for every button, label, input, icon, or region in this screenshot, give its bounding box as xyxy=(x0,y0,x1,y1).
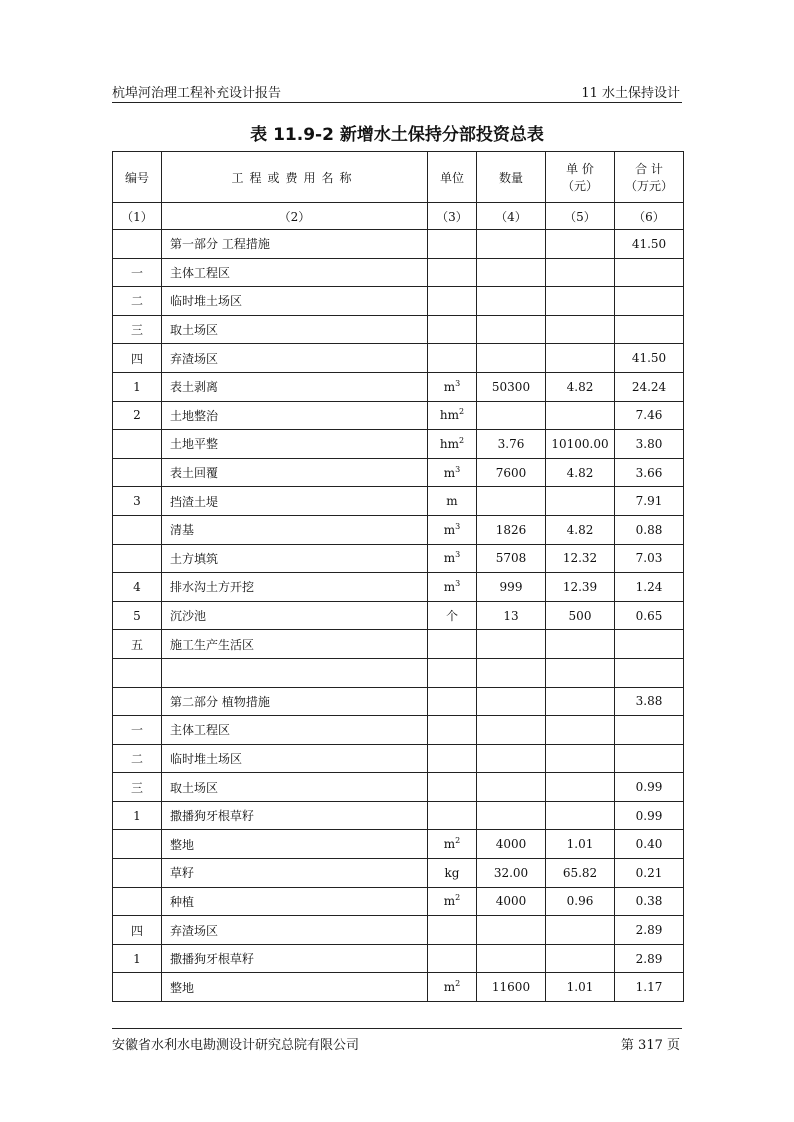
page-header xyxy=(112,80,682,103)
unit-text: m xyxy=(443,465,456,480)
index-cell: （2） xyxy=(162,203,428,230)
unit-text: m xyxy=(443,551,456,566)
row-no xyxy=(113,544,162,573)
row-unit xyxy=(428,744,477,773)
row-unit xyxy=(428,601,477,630)
table-row xyxy=(113,544,684,573)
row-name: 整地 xyxy=(162,830,428,859)
unit-text: hm xyxy=(439,436,459,451)
table-row xyxy=(113,716,684,745)
row-unit-price xyxy=(546,344,615,373)
table-row xyxy=(113,973,684,1002)
row-no xyxy=(113,230,162,259)
row-unit xyxy=(428,544,477,573)
unit-superscript: 2 xyxy=(459,407,465,417)
unit-text: m xyxy=(443,894,456,909)
row-no xyxy=(113,430,162,459)
index-cell: （6） xyxy=(615,203,684,230)
row-name: 撒播狗牙根草籽 xyxy=(162,801,428,830)
row-name: 临时堆土场区 xyxy=(162,287,428,316)
table-row xyxy=(113,315,684,344)
table-row xyxy=(113,601,684,630)
row-name: 主体工程区 xyxy=(162,716,428,745)
row-quantity xyxy=(477,687,546,716)
row-quantity xyxy=(477,658,546,687)
row-unit-price: 4.82 xyxy=(546,458,615,487)
row-unit-price xyxy=(546,916,615,945)
unit-text: m xyxy=(443,579,456,594)
row-name: 草籽 xyxy=(162,859,428,888)
row-total: 1.24 xyxy=(615,573,684,602)
row-quantity xyxy=(477,801,546,830)
unit-superscript: 2 xyxy=(455,979,461,989)
row-name: 第二部分 植物措施 xyxy=(162,687,428,716)
row-quantity: 11600 xyxy=(477,973,546,1002)
table-row xyxy=(113,773,684,802)
unit-superscript: 3 xyxy=(455,578,461,588)
row-quantity xyxy=(477,944,546,973)
row-unit-price xyxy=(546,687,615,716)
table-row xyxy=(113,344,684,373)
row-no: 三 xyxy=(113,773,162,802)
row-name: 主体工程区 xyxy=(162,258,428,287)
unit-text: m xyxy=(446,494,458,509)
row-quantity: 999 xyxy=(477,573,546,602)
row-unit-price xyxy=(546,258,615,287)
row-no: 四 xyxy=(113,916,162,945)
row-quantity xyxy=(477,258,546,287)
row-unit xyxy=(428,658,477,687)
table-row xyxy=(113,515,684,544)
table-body xyxy=(113,230,684,1002)
page-footer xyxy=(112,1028,682,1051)
index-cell: （3） xyxy=(428,203,477,230)
table-row xyxy=(113,372,684,401)
row-name: 土方填筑 xyxy=(162,544,428,573)
table-row xyxy=(113,287,684,316)
table-title: 表 11.9-2 新增水土保持分部投资总表 xyxy=(250,125,544,145)
row-quantity: 13 xyxy=(477,601,546,630)
row-no xyxy=(113,515,162,544)
row-total xyxy=(615,658,684,687)
row-unit-price: 10100.00 xyxy=(546,430,615,459)
row-total xyxy=(615,315,684,344)
row-total: 0.38 xyxy=(615,887,684,916)
row-no: 3 xyxy=(113,487,162,516)
table-row xyxy=(113,487,684,516)
row-unit-price xyxy=(546,287,615,316)
row-no xyxy=(113,830,162,859)
row-total: 1.17 xyxy=(615,973,684,1002)
row-no: 5 xyxy=(113,601,162,630)
table-row xyxy=(113,687,684,716)
row-unit xyxy=(428,773,477,802)
row-unit xyxy=(428,401,477,430)
row-quantity: 3.76 xyxy=(477,430,546,459)
unit-superscript: 2 xyxy=(459,435,465,445)
table-row xyxy=(113,830,684,859)
row-unit-price xyxy=(546,487,615,516)
row-total: 41.50 xyxy=(615,230,684,259)
row-name: 弃渣场区 xyxy=(162,344,428,373)
table-row xyxy=(113,658,684,687)
row-no: 1 xyxy=(113,944,162,973)
row-quantity: 50300 xyxy=(477,372,546,401)
table-row xyxy=(113,401,684,430)
row-unit xyxy=(428,487,477,516)
row-unit-price xyxy=(546,944,615,973)
row-unit xyxy=(428,801,477,830)
row-name: 施工生产生活区 xyxy=(162,630,428,659)
row-total: 2.89 xyxy=(615,916,684,945)
row-unit xyxy=(428,973,477,1002)
row-name xyxy=(162,658,428,687)
row-quantity xyxy=(477,287,546,316)
unit-superscript: 3 xyxy=(455,464,461,474)
footer-company: 安徽省水利水电勘测设计研究总院有限公司 xyxy=(112,1038,360,1053)
header-report-title: 杭埠河治理工程补充设计报告 xyxy=(112,86,282,101)
row-quantity xyxy=(477,315,546,344)
unit-text: hm xyxy=(439,408,459,423)
investment-table xyxy=(112,151,684,1002)
row-unit-price: 4.82 xyxy=(546,372,615,401)
row-unit xyxy=(428,287,477,316)
row-no: 三 xyxy=(113,315,162,344)
row-unit xyxy=(428,944,477,973)
table-row xyxy=(113,430,684,459)
row-quantity: 7600 xyxy=(477,458,546,487)
row-name: 整地 xyxy=(162,973,428,1002)
row-unit-price: 1.01 xyxy=(546,973,615,1002)
row-name: 弃渣场区 xyxy=(162,916,428,945)
unit-text: kg xyxy=(444,865,460,880)
row-quantity xyxy=(477,401,546,430)
row-no xyxy=(113,687,162,716)
table-index-row xyxy=(113,203,684,230)
header-name: 工程或费用名称 xyxy=(162,152,428,203)
table-row xyxy=(113,859,684,888)
unit-text: m xyxy=(443,379,456,394)
row-name: 表土剥离 xyxy=(162,372,428,401)
table-header-row xyxy=(113,152,684,203)
row-unit-price xyxy=(546,658,615,687)
unit-superscript: 2 xyxy=(455,836,461,846)
row-name: 取土场区 xyxy=(162,773,428,802)
row-quantity xyxy=(477,916,546,945)
table-row xyxy=(113,801,684,830)
row-name: 挡渣土堤 xyxy=(162,487,428,516)
row-quantity: 32.00 xyxy=(477,859,546,888)
row-total: 0.40 xyxy=(615,830,684,859)
row-total: 7.46 xyxy=(615,401,684,430)
row-total: 0.99 xyxy=(615,773,684,802)
row-unit xyxy=(428,458,477,487)
row-unit xyxy=(428,859,477,888)
row-quantity xyxy=(477,716,546,745)
row-total: 0.21 xyxy=(615,859,684,888)
row-total: 3.66 xyxy=(615,458,684,487)
row-quantity: 4000 xyxy=(477,830,546,859)
row-total xyxy=(615,258,684,287)
row-unit xyxy=(428,916,477,945)
row-total xyxy=(615,630,684,659)
row-unit xyxy=(428,230,477,259)
table-row xyxy=(113,230,684,259)
row-quantity xyxy=(477,230,546,259)
table-row xyxy=(113,458,684,487)
unit-text: m xyxy=(443,980,456,995)
unit-superscript: 3 xyxy=(455,550,461,560)
row-unit xyxy=(428,573,477,602)
table-row xyxy=(113,744,684,773)
row-name: 撒播狗牙根草籽 xyxy=(162,944,428,973)
row-total: 2.89 xyxy=(615,944,684,973)
row-no: 1 xyxy=(113,801,162,830)
row-total: 7.03 xyxy=(615,544,684,573)
row-unit xyxy=(428,716,477,745)
header-no: 编号 xyxy=(113,152,162,203)
row-total: 0.88 xyxy=(615,515,684,544)
row-no xyxy=(113,458,162,487)
row-no: 4 xyxy=(113,573,162,602)
table-row xyxy=(113,258,684,287)
row-name: 临时堆土场区 xyxy=(162,744,428,773)
unit-superscript: 3 xyxy=(455,378,461,388)
row-total: 24.24 xyxy=(615,372,684,401)
row-unit-price xyxy=(546,630,615,659)
row-no: 2 xyxy=(113,401,162,430)
row-unit-price: 12.32 xyxy=(546,544,615,573)
row-unit xyxy=(428,687,477,716)
table-row xyxy=(113,573,684,602)
index-cell: （4） xyxy=(477,203,546,230)
row-unit-price: 1.01 xyxy=(546,830,615,859)
row-name: 取土场区 xyxy=(162,315,428,344)
row-unit xyxy=(428,887,477,916)
unit-text: m xyxy=(443,837,456,852)
row-total: 0.99 xyxy=(615,801,684,830)
row-name: 土地整治 xyxy=(162,401,428,430)
row-total xyxy=(615,744,684,773)
row-unit-price: 65.82 xyxy=(546,859,615,888)
row-total xyxy=(615,287,684,316)
row-unit xyxy=(428,515,477,544)
row-unit-price xyxy=(546,801,615,830)
row-unit xyxy=(428,630,477,659)
unit-superscript: 2 xyxy=(455,893,461,903)
row-unit xyxy=(428,430,477,459)
row-no: 四 xyxy=(113,344,162,373)
row-quantity xyxy=(477,744,546,773)
row-unit-price xyxy=(546,716,615,745)
row-total: 41.50 xyxy=(615,344,684,373)
row-unit xyxy=(428,372,477,401)
row-no: 二 xyxy=(113,744,162,773)
row-total: 7.91 xyxy=(615,487,684,516)
row-quantity: 1826 xyxy=(477,515,546,544)
header-unit: 单位 xyxy=(428,152,477,203)
table-row xyxy=(113,916,684,945)
row-unit-price xyxy=(546,773,615,802)
row-unit-price xyxy=(546,744,615,773)
row-name: 土地平整 xyxy=(162,430,428,459)
unit-text: m xyxy=(443,522,456,537)
row-unit-price xyxy=(546,230,615,259)
row-unit-price: 0.96 xyxy=(546,887,615,916)
row-name: 种植 xyxy=(162,887,428,916)
table-row xyxy=(113,630,684,659)
row-name: 第一部分 工程措施 xyxy=(162,230,428,259)
unit-text: 个 xyxy=(445,609,458,624)
row-unit-price: 12.39 xyxy=(546,573,615,602)
row-quantity: 5708 xyxy=(477,544,546,573)
row-unit xyxy=(428,258,477,287)
row-no xyxy=(113,887,162,916)
header-price: 单 价 （元） xyxy=(546,152,615,203)
row-total xyxy=(615,716,684,745)
row-no: 二 xyxy=(113,287,162,316)
table-row xyxy=(113,944,684,973)
table-row xyxy=(113,887,684,916)
row-unit xyxy=(428,830,477,859)
header-chapter: 11 水土保持设计 xyxy=(581,86,680,101)
row-quantity xyxy=(477,773,546,802)
header-total: 合 计 （万元） xyxy=(615,152,684,203)
row-name: 清基 xyxy=(162,515,428,544)
index-cell: （1） xyxy=(113,203,162,230)
row-unit xyxy=(428,315,477,344)
row-no xyxy=(113,658,162,687)
footer-page-number: 第 317 页 xyxy=(620,1038,680,1053)
row-total: 3.88 xyxy=(615,687,684,716)
row-total: 3.80 xyxy=(615,430,684,459)
row-total: 0.65 xyxy=(615,601,684,630)
row-no xyxy=(113,859,162,888)
unit-superscript: 3 xyxy=(455,521,461,531)
row-name: 表土回覆 xyxy=(162,458,428,487)
row-name: 沉沙池 xyxy=(162,601,428,630)
index-cell: （5） xyxy=(546,203,615,230)
row-no xyxy=(113,973,162,1002)
row-no: 一 xyxy=(113,258,162,287)
row-name: 排水沟土方开挖 xyxy=(162,573,428,602)
row-no: 五 xyxy=(113,630,162,659)
row-unit xyxy=(428,344,477,373)
row-quantity xyxy=(477,630,546,659)
row-no: 一 xyxy=(113,716,162,745)
header-qty: 数量 xyxy=(477,152,546,203)
row-unit-price: 4.82 xyxy=(546,515,615,544)
row-no: 1 xyxy=(113,372,162,401)
row-unit-price xyxy=(546,401,615,430)
row-unit-price: 500 xyxy=(546,601,615,630)
row-unit-price xyxy=(546,315,615,344)
row-quantity xyxy=(477,487,546,516)
row-quantity: 4000 xyxy=(477,887,546,916)
row-quantity xyxy=(477,344,546,373)
